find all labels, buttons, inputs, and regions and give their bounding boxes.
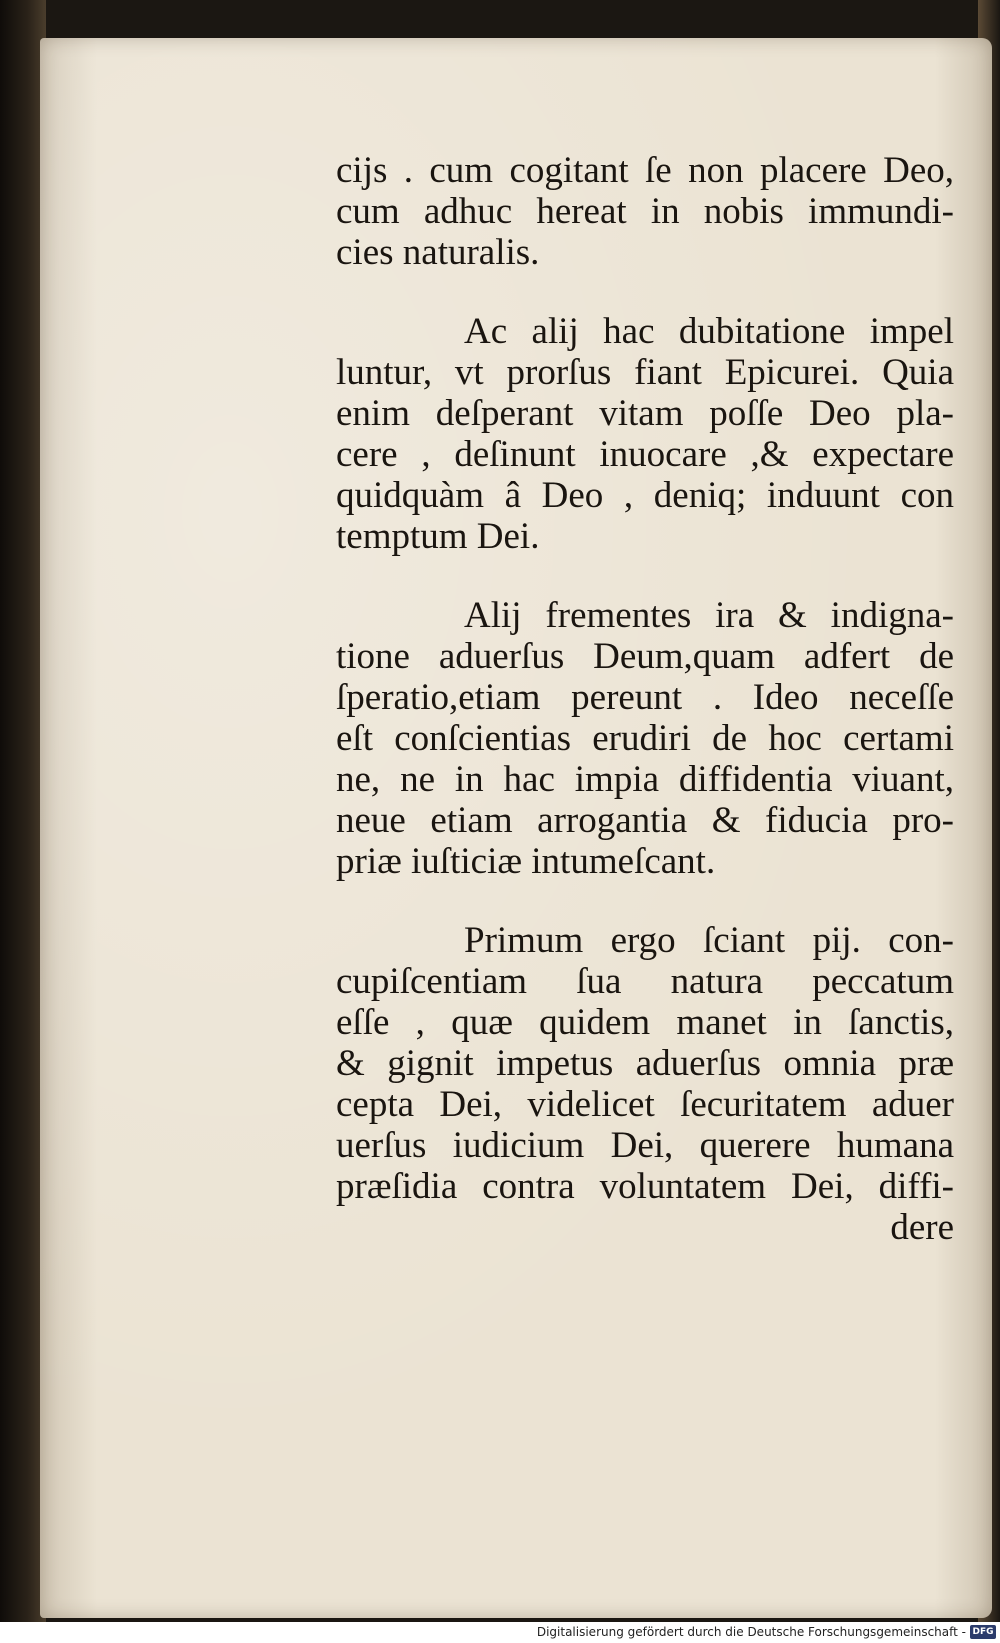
- text-line: luntur, vt prorſus fiant Epicurei. Quia: [336, 352, 954, 393]
- text-line: cijs . cum cogitant ſe non placere Deo,: [336, 150, 954, 191]
- digitization-credit: Digitalisierung gefördert durch die Deutsche Forschungsgemeinschaft -: [536, 1625, 966, 1639]
- page-text: [336, 150, 954, 1286]
- text-line: quidquàm â Deo , deniq; induunt con: [336, 475, 954, 516]
- text-line: temptum Dei.: [336, 516, 540, 557]
- text-line: cepta Dei, videlicet ſecuritatem aduer: [336, 1084, 954, 1125]
- text-line: eſſe , quæ quidem manet in ſanctis,: [336, 1002, 954, 1043]
- text-line: cere , deſinunt inuocare ,& expectare: [336, 434, 954, 475]
- text-line: priæ iuſticiæ intumeſcant.: [336, 841, 716, 882]
- paragraph-1: [336, 150, 954, 273]
- text-line: cum adhuc hereat in nobis immundi-: [336, 191, 954, 232]
- catchword: dere: [890, 1207, 954, 1248]
- text-line: ſperatio,etiam pereunt . Ideo neceſſe: [336, 677, 954, 718]
- text-line: uerſus iudicium Dei, querere humana: [336, 1125, 954, 1166]
- paragraph-3: [336, 595, 954, 882]
- text-line: tione aduerſus Deum,quam adfert de: [336, 636, 954, 677]
- text-line: eſt conſcientias erudiri de hoc certami: [336, 718, 954, 759]
- paragraph-4: [336, 920, 954, 1248]
- text-line: Alij frementes ira & indigna-: [464, 595, 954, 636]
- text-line: cupiſcentiam ſua natura peccatum: [336, 961, 954, 1002]
- text-line: & gignit impetus aduerſus omnia præ: [336, 1043, 954, 1084]
- text-line: enim deſperant vitam poſſe Deo pla-: [336, 393, 954, 434]
- text-line: ne, ne in hac impia diffidentia viuant,: [336, 759, 954, 800]
- dfg-logo-icon: DFG: [970, 1625, 996, 1639]
- text-line: Primum ergo ſciant pij. con-: [464, 920, 954, 961]
- text-line: præſidia contra voluntatem Dei, diffi-: [336, 1166, 954, 1207]
- text-line: cies naturalis.: [336, 232, 540, 273]
- text-line: neue etiam arrogantia & fiducia pro-: [336, 800, 954, 841]
- paragraph-2: [336, 311, 954, 557]
- text-line: Ac alij hac dubitatione impel: [464, 311, 954, 352]
